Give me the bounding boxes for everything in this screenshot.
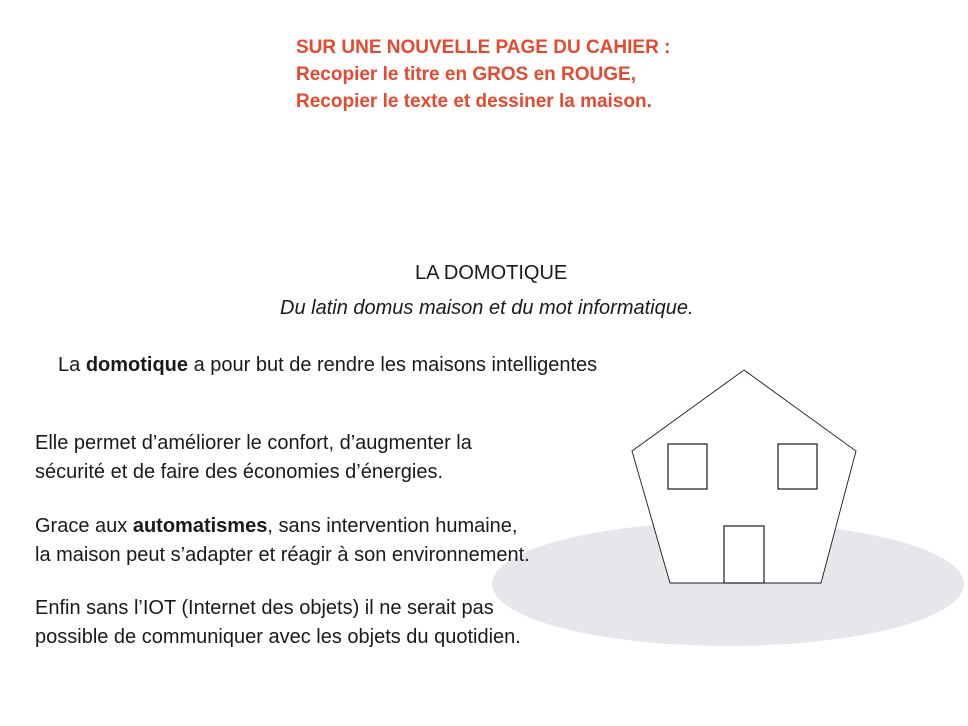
intro-text-after: a pour but de rendre les maisons intelligentes — [188, 354, 598, 376]
paragraph-iot-line-1: Enfin sans l’IOT (Internet des objets) il ne serait pas — [35, 597, 494, 619]
intro-text-before: La — [58, 354, 86, 376]
page-subtitle: Du latin domus maison et du mot informatique. — [280, 297, 694, 319]
page-title: LA DOMOTIQUE — [415, 262, 568, 284]
house-window-right — [778, 444, 817, 489]
paragraph-automation — [35, 512, 530, 570]
paragraph-automation-before: Grace aux — [35, 515, 133, 537]
paragraph-iot — [35, 594, 521, 652]
intro-sentence — [58, 354, 597, 377]
instructions-line-1: SUR UNE NOUVELLE PAGE DU CAHIER : — [296, 37, 671, 58]
paragraph-automation-after: , sans intervention humaine, — [267, 515, 518, 537]
house-window-left — [668, 444, 707, 489]
paragraph-automation-line-2: la maison peut s’adapter et réagir à son environnement. — [35, 544, 530, 566]
automation-keyword: automatismes — [132, 515, 268, 537]
intro-keyword: domotique — [85, 354, 189, 376]
instructions-line-3: Recopier le texte et dessiner la maison. — [296, 91, 652, 112]
paragraph-comfort-line-2: sécurité et de faire des économies d’énergies. — [35, 461, 444, 483]
paragraph-comfort-line-1: Elle permet d’améliorer le confort, d’augmenter la — [35, 432, 472, 454]
paragraph-comfort — [35, 429, 472, 487]
paragraph-automation-line-1 — [35, 512, 530, 541]
paragraph-iot-line-2: possible de communiquer avec les objets du quotidien. — [35, 626, 521, 648]
instructions-line-2: Recopier le titre en GROS en ROUGE, — [296, 64, 636, 85]
instructions-block — [296, 34, 670, 115]
house-door — [724, 526, 764, 583]
